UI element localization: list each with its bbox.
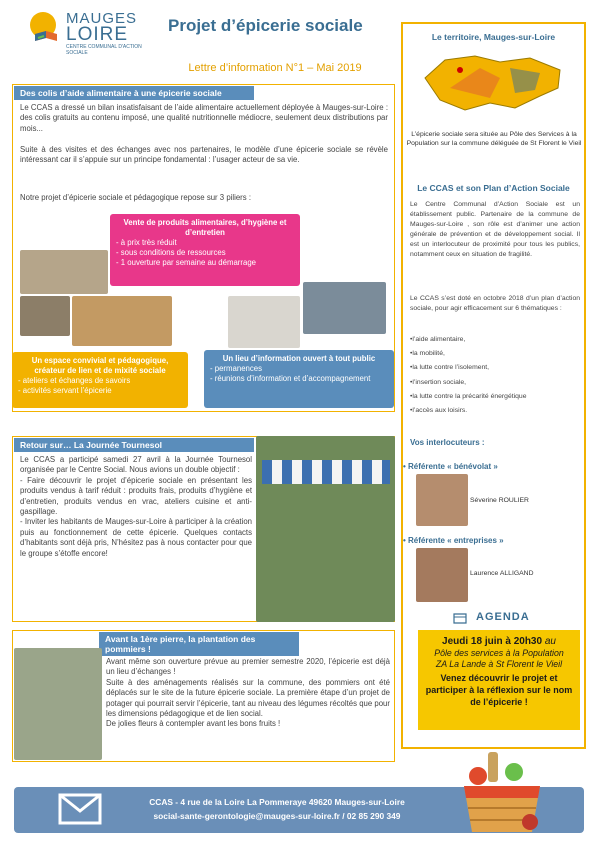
referent-volunteer-label: • Référente « bénévolat » — [403, 462, 498, 471]
pillar-sales-title: Vente de produits alimentaires, d’hygiène et d’entretien — [123, 218, 287, 237]
agenda-title: AGENDA — [476, 611, 530, 623]
pillar-space-item: - activités servant l’épicerie — [18, 386, 112, 395]
footer-address: CCAS - 4 rue de la Loire La Pommeraye 49620 Mauges-sur-Loire — [149, 797, 405, 807]
basket-icon — [456, 746, 548, 838]
referent-volunteer-name: Séverine ROULIER — [470, 497, 529, 504]
agenda-date: Jeudi 18 juin à 20h30 — [442, 636, 543, 647]
ccas-title: Le CCAS et son Plan d’Action Sociale — [417, 183, 570, 193]
pillar-info-item: - réunions d’information et d’accompagnement — [210, 374, 371, 383]
agenda-place-1: Pôle des services à la Population — [434, 648, 564, 658]
logo-wordmark: MAUGES LOIRE — [66, 10, 138, 45]
logo-book-icon — [34, 28, 58, 42]
pillar-space-item: - ateliers et échanges de savoirs — [18, 376, 131, 385]
photo-meeting — [303, 282, 386, 334]
section-apple-trees-text: Avant même son ouverture prévue au premier semestre 2020, l’épicerie est déjà un lieu d’échanges ! Suite à des aménagements réalisés sur la commune, des pommiers ont été déplacés sur le site de la future épicerie sociale. La première étape d’un projet de potager qui pourrait servir l’épicerie, tant au niveau des légumes récoltés que pour les dimensions pédagogique et de lien social. De jolies fleurs à contempler avant les bons fruits ! — [106, 657, 390, 729]
ccas-paragraph-2: Le CCAS s’est doté en octobre 2018 d’un plan d’action sociale, pour agir efficacement sur 6 thématiques : — [410, 295, 580, 312]
photo-eggs — [72, 296, 172, 346]
map-caption: L’épicerie sociale sera située au Pôle des Services à la Population sur la commune déléguée de St Florent le Vieil — [406, 131, 582, 147]
envelope-icon — [58, 793, 102, 825]
pillar-info-title: Un lieu d’information ouvert à tout public — [222, 354, 376, 363]
agenda-call: Venez découvrir le projet et participer à la réflexion sur le nom de l’épicerie ! — [425, 673, 573, 707]
section-food-aid-p1: Le CCAS a dressé un bilan insatisfaisant de l’aide alimentaire actuellement déployée à Mauges-sur-Loire : des colis gratuits au contenu imposé, une qualité nutritionnelle médiocre, seulement deux distributions par mois... — [20, 103, 388, 133]
photo-coffee — [228, 296, 300, 348]
section-tournesol-text: Le CCAS a participé samedi 27 avril à la Journée Tournesol organisée par le Centre Social. Nous avions un double objectif : - Faire découvrir le projet d’épicerie sociale en présentant les produits vendus à tarif réduit : produits frais, produits d’hygiène et d’entretien, produits vendus en vrac, ateliers cuisine et anti-gaspillage. - Inviter les habitants de Mauges-sur-Loire à participer à la création puis au fonctionnement de cette épicerie. Quelques contacts d’habitants sont déjà pris, N’hésitez pas à nous contacter pour que le groupe s’étoffe encore! — [20, 455, 252, 558]
logo-subtitle: CENTRE COMMUNAL D'ACTION SOCIALE — [66, 44, 142, 56]
tent-canopy — [262, 460, 390, 484]
agenda-place-2: ZA La Lande à St Florent le Vieil — [435, 659, 563, 669]
page-title: Projet d’épicerie sociale — [168, 16, 363, 35]
pillar-space — [12, 352, 188, 408]
pillar-sales-item: - à prix très réduit — [116, 238, 177, 247]
referent-business-label: • Référente « entreprises » — [403, 536, 504, 545]
section-food-aid-p3: Notre projet d’épicerie sociale et pédagogique repose sur 3 piliers : — [20, 193, 252, 202]
pillar-info-item: - permanences — [210, 364, 263, 373]
pillar-info-list — [210, 364, 388, 384]
pillar-sales-list — [116, 238, 294, 268]
pillar-sales — [110, 214, 300, 286]
agenda-box — [418, 630, 580, 730]
territory-map — [420, 48, 570, 118]
footer-contact: social-sante-gerontologie@mauges-sur-loire.fr / 02 85 290 349 — [153, 811, 401, 821]
pillar-info — [204, 350, 394, 408]
theme-item: •l’aide alimentaire, — [410, 336, 466, 343]
newsletter-subtitle: Lettre d’information N°1 – Mai 2019 — [188, 62, 362, 74]
section-food-aid-p2: Suite à des visites et des échanges avec nos partenaires, le modèle d’une épicerie sociale se révèle intéressant car il s’appuie sur un principe fondamental : l’usager acteur de sa vie. — [20, 145, 388, 165]
section-food-aid-heading: Des colis d’aide alimentaire à une épicerie sociale — [14, 86, 254, 100]
photo-groceries — [20, 250, 108, 294]
section-apple-trees-heading: Avant la 1ère pierre, la plantation des pommiers ! — [99, 632, 299, 656]
theme-item: •la lutte contre l’isolement, — [410, 364, 490, 372]
agenda-date-suffix: au — [542, 636, 556, 647]
pillar-sales-item: - sous conditions de ressources — [116, 248, 226, 257]
pillar-space-list — [18, 376, 182, 396]
referent-business-name: Laurence ALLIGAND — [470, 570, 534, 577]
theme-item: •l’insertion sociale, — [410, 378, 467, 386]
agenda-icon — [453, 612, 467, 624]
pillar-space-title: Un espace convivial et pédagogique, créateur de lien et de mixité sociale — [31, 356, 169, 375]
theme-item: •la mobilité, — [410, 350, 445, 358]
avatar — [416, 548, 468, 602]
theme-item: •la lutte contre la précarité énergétique — [410, 392, 527, 400]
theme-item: •l’accès aux loisirs. — [410, 407, 468, 415]
themes-list — [410, 333, 580, 418]
avatar — [416, 474, 468, 526]
section-tournesol-heading: Retour sur… La Journée Tournesol — [14, 438, 254, 452]
contacts-title: Vos interlocuteurs : — [410, 438, 485, 447]
photo-apple-trees — [14, 648, 102, 760]
pillar-sales-item: - 1 ouverture par semaine au démarrage — [116, 258, 256, 267]
territory-title: Le territoire, Mauges-sur-Loire — [431, 32, 556, 42]
ccas-paragraph-1: Le Centre Communal d’Action Sociale est un établissement public. Partenaire de la commune de Mauges-sur-Loire , son rôle est d’animer une action générale de prévention et de développement social. Il est un interlocuteur de proximité pour tous les publics, notamment ceux en situation de fragilité. — [410, 201, 580, 258]
photo-shopping — [20, 296, 70, 336]
